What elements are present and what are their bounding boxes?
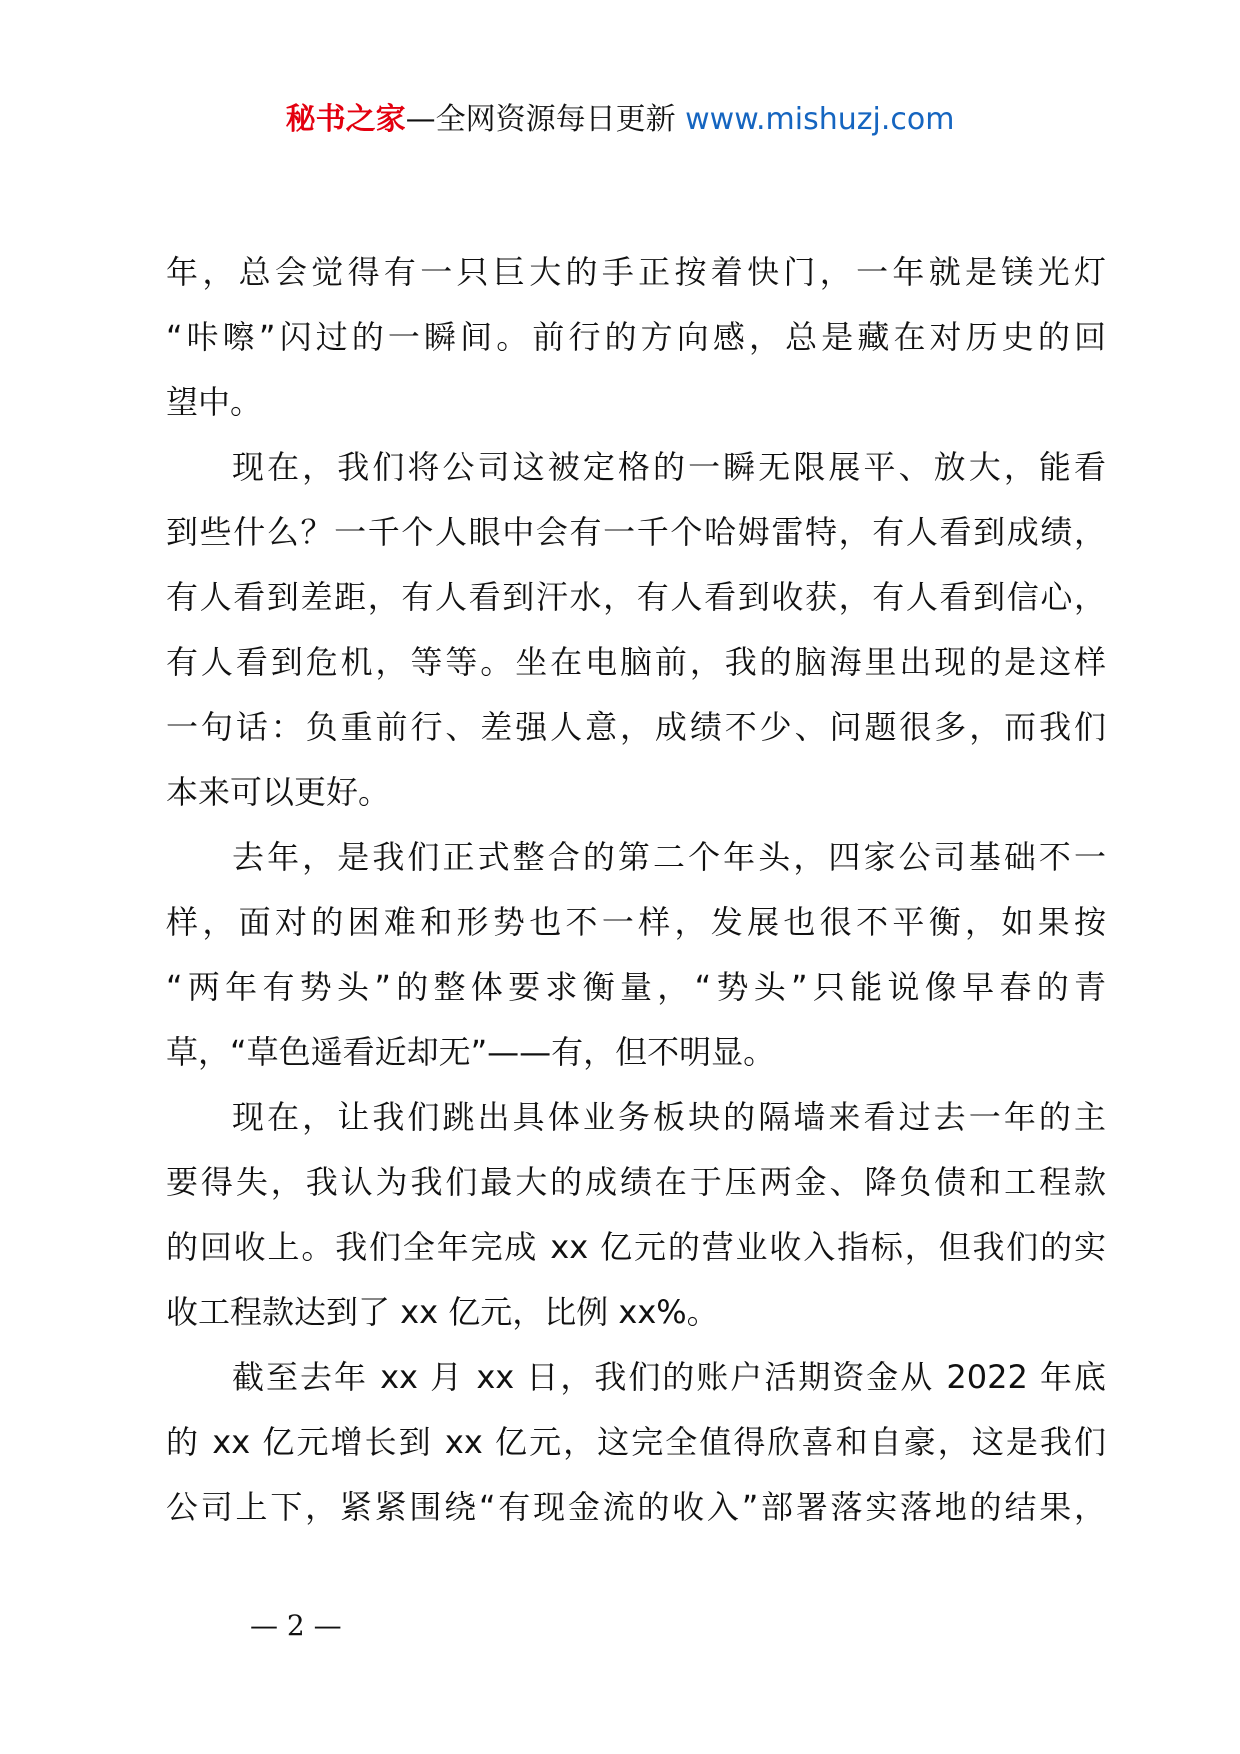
paragraph-first-line: 现在，让我们跳出具体业务板块的隔墙来看过去一年的主 (232, 1098, 1106, 1136)
page-header (0, 98, 1240, 142)
text-line: 到些什么？一千个人眼中会有一千个哈姆雷特，有人看到成绩， (166, 513, 1106, 551)
paragraph-first-line: 去年，是我们正式整合的第二个年头，四家公司基础不一 (232, 838, 1106, 876)
text-line: 的 xx 亿元增长到 xx 亿元，这完全值得欣喜和自豪，这是我们 (166, 1423, 1106, 1461)
text-line: 一句话：负重前行、差强人意，成绩不少、问题很多，而我们 (166, 708, 1106, 746)
text-line: “咔嚓”闪过的一瞬间。前行的方向感，总是藏在对历史的回 (166, 318, 1106, 356)
text-line: 的回收上。我们全年完成 xx 亿元的营业收入指标，但我们的实 (166, 1228, 1106, 1266)
text-line: 草，“草色遥看近却无”——有，但不明显。 (166, 1033, 776, 1071)
text-line: 样，面对的困难和形势也不一样，发展也很不平衡，如果按 (166, 903, 1106, 941)
text-line: 有人看到差距，有人看到汗水，有人看到收获，有人看到信心， (166, 578, 1106, 616)
text-line: 公司上下，紧紧围绕“有现金流的收入”部署落实落地的结果， (166, 1488, 1106, 1526)
text-line: 本来可以更好。 (166, 773, 391, 811)
paragraph-first-line: 截至去年 xx 月 xx 日，我们的账户活期资金从 2022 年底 (232, 1358, 1106, 1396)
brand-name: 秘书之家 (285, 102, 406, 137)
text-line: 要得失，我认为我们最大的成绩在于压两金、降负债和工程款 (166, 1163, 1106, 1201)
text-line: “两年有势头”的整体要求衡量，“势头”只能说像早春的青 (166, 968, 1106, 1006)
text-line: 年，总会觉得有一只巨大的手正按着快门，一年就是镁光灯 (166, 253, 1106, 291)
document-body (166, 240, 1106, 1540)
header-tagline: —全网资源每日更新 (405, 102, 676, 137)
text-line: 收工程款达到了 xx 亿元，比例 xx%。 (166, 1293, 719, 1331)
paragraph-first-line: 现在，我们将公司这被定格的一瞬无限展平、放大，能看 (232, 448, 1106, 486)
page-number: — 2 — (250, 1609, 342, 1642)
text-line: 有人看到危机，等等。坐在电脑前，我的脑海里出现的是这样 (166, 643, 1106, 681)
site-url: www.mishuzj.com (685, 102, 955, 137)
text-line: 望中。 (166, 383, 263, 421)
